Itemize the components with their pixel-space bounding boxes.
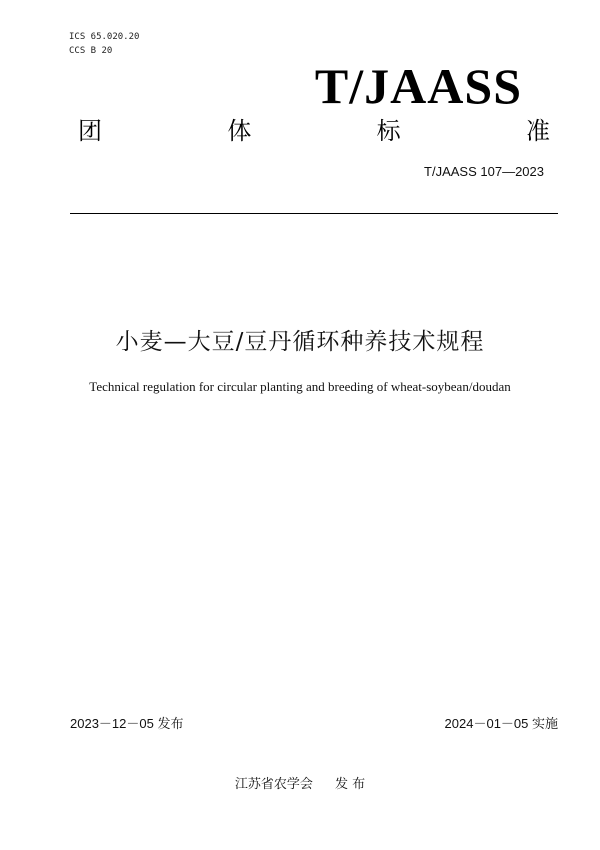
standard-type-char: 体 xyxy=(227,117,252,145)
ccs-code: CCS B 20 xyxy=(69,46,113,56)
document-title-en: Technical regulation for circular planting and breeding of wheat-soybean/doudan xyxy=(89,379,511,394)
publisher-org: 江苏省农学会 xyxy=(234,777,313,792)
publish-date: 2023－12－05 发布 xyxy=(70,716,184,731)
publisher-line xyxy=(0,776,600,794)
standard-type xyxy=(78,116,550,146)
standard-type-char: 标 xyxy=(376,117,401,145)
standard-type-char: 团 xyxy=(78,117,102,145)
document-title-zh: 小麦—大豆/豆丹循环种养技术规程 xyxy=(115,329,485,355)
standard-number: T/JAASS 107—2023 xyxy=(424,164,544,179)
standard-type-char: 准 xyxy=(525,117,550,145)
header-divider xyxy=(70,213,558,214)
implementation-date: 2024－01－05 实施 xyxy=(444,716,558,731)
publisher-action: 发 布 xyxy=(334,777,366,792)
ics-code: ICS 65.020.20 xyxy=(69,32,140,42)
brand-logo-text: T/JAASS xyxy=(314,58,522,114)
classification-codes xyxy=(69,30,139,58)
